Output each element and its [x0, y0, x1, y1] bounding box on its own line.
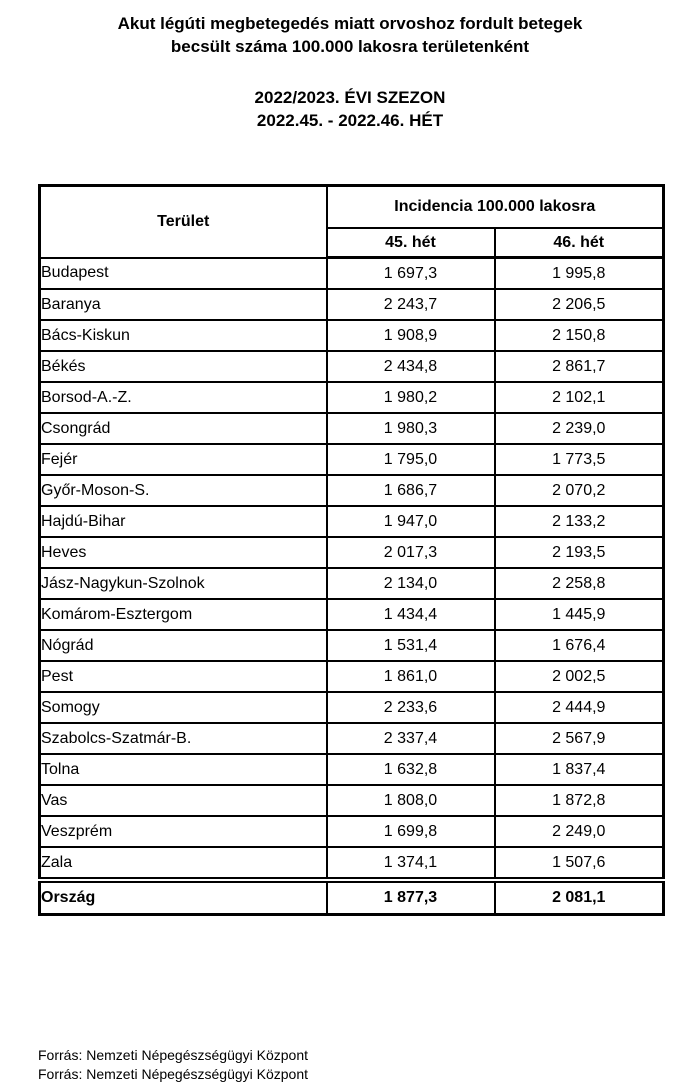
- week45-value-cell: 1 697,3: [327, 258, 495, 290]
- clipped-text-artifact: [38, 1066, 358, 1082]
- source-note: Forrás: Nemzeti Népegészségügyi Központ: [38, 1047, 309, 1063]
- total-week46-cell: 2 081,1: [495, 880, 664, 915]
- week45-value-cell: 1 374,1: [327, 847, 495, 880]
- week46-value-cell: 1 837,4: [495, 754, 664, 785]
- week46-value-cell: 2 193,5: [495, 537, 664, 568]
- table-row: [40, 537, 664, 568]
- week45-value-cell: 1 632,8: [327, 754, 495, 785]
- region-name-cell: Tolna: [40, 754, 327, 785]
- week46-value-cell: 2 567,9: [495, 723, 664, 754]
- table-row: [40, 289, 664, 320]
- week46-value-cell: 1 773,5: [495, 444, 664, 475]
- week45-value-cell: 1 947,0: [327, 506, 495, 537]
- table-row: [40, 754, 664, 785]
- col-header-terulet: Terület: [40, 186, 327, 258]
- total-name-cell: Ország: [40, 880, 327, 915]
- region-name-cell: Baranya: [40, 289, 327, 320]
- week46-value-cell: 1 507,6: [495, 847, 664, 880]
- region-name-cell: Hajdú-Bihar: [40, 506, 327, 537]
- region-name-cell: Veszprém: [40, 816, 327, 847]
- season-line: 2022/2023. ÉVI SZEZON: [254, 88, 446, 107]
- week45-value-cell: 2 017,3: [327, 537, 495, 568]
- week46-value-cell: 1 445,9: [495, 599, 664, 630]
- week45-value-cell: 1 699,8: [327, 816, 495, 847]
- table-row: [40, 320, 664, 351]
- week46-value-cell: 2 258,8: [495, 568, 664, 599]
- table-row: [40, 599, 664, 630]
- region-name-cell: Komárom-Esztergom: [40, 599, 327, 630]
- table-row: [40, 661, 664, 692]
- season-subtitle: [0, 86, 700, 132]
- table-row: [40, 258, 664, 290]
- region-name-cell: Zala: [40, 847, 327, 880]
- region-name-cell: Heves: [40, 537, 327, 568]
- week46-value-cell: 2 002,5: [495, 661, 664, 692]
- week46-value-cell: 2 070,2: [495, 475, 664, 506]
- week45-value-cell: 1 531,4: [327, 630, 495, 661]
- region-name-cell: Csongrád: [40, 413, 327, 444]
- incidence-table: [38, 184, 665, 916]
- week46-value-cell: 1 676,4: [495, 630, 664, 661]
- week46-value-cell: 2 239,0: [495, 413, 664, 444]
- week45-value-cell: 1 686,7: [327, 475, 495, 506]
- region-name-cell: Jász-Nagykun-Szolnok: [40, 568, 327, 599]
- week46-value-cell: 2 102,1: [495, 382, 664, 413]
- page-title: [0, 12, 700, 58]
- table-row: [40, 816, 664, 847]
- table-row: [40, 723, 664, 754]
- week45-value-cell: 2 337,4: [327, 723, 495, 754]
- region-name-cell: Fejér: [40, 444, 327, 475]
- week46-value-cell: 2 150,8: [495, 320, 664, 351]
- week45-value-cell: 2 243,7: [327, 289, 495, 320]
- region-name-cell: Somogy: [40, 692, 327, 723]
- col-header-week45: 45. hét: [327, 228, 495, 258]
- week45-value-cell: 2 434,8: [327, 351, 495, 382]
- week45-value-cell: 1 434,4: [327, 599, 495, 630]
- region-name-cell: Vas: [40, 785, 327, 816]
- table-header: [40, 186, 664, 258]
- region-name-cell: Pest: [40, 661, 327, 692]
- week46-value-cell: 2 133,2: [495, 506, 664, 537]
- week46-value-cell: 2 861,7: [495, 351, 664, 382]
- table-row: [40, 444, 664, 475]
- table-row: [40, 847, 664, 880]
- region-name-cell: Békés: [40, 351, 327, 382]
- week46-value-cell: 2 249,0: [495, 816, 664, 847]
- region-name-cell: Szabolcs-Szatmár-B.: [40, 723, 327, 754]
- table-row: [40, 785, 664, 816]
- weeks-line: 2022.45. - 2022.46. HÉT: [256, 111, 444, 130]
- page-title-line2: becsült száma 100.000 lakosra területenként: [170, 37, 530, 56]
- col-header-week46: 46. hét: [495, 228, 664, 258]
- table-row: [40, 506, 664, 537]
- week45-value-cell: 1 980,2: [327, 382, 495, 413]
- region-name-cell: Győr-Moson-S.: [40, 475, 327, 506]
- table-row: [40, 351, 664, 382]
- week46-value-cell: 2 444,9: [495, 692, 664, 723]
- week45-value-cell: 1 795,0: [327, 444, 495, 475]
- table-row: [40, 382, 664, 413]
- region-name-cell: Borsod-A.-Z.: [40, 382, 327, 413]
- region-name-cell: Bács-Kiskun: [40, 320, 327, 351]
- week45-value-cell: 1 861,0: [327, 661, 495, 692]
- header-row-group: [40, 186, 664, 229]
- clipped-text: Forrás: Nemzeti Népegészségügyi Központ: [38, 1066, 309, 1082]
- region-name-cell: Nógrád: [40, 630, 327, 661]
- week45-value-cell: 1 980,3: [327, 413, 495, 444]
- week45-value-cell: 2 233,6: [327, 692, 495, 723]
- week45-value-cell: 1 808,0: [327, 785, 495, 816]
- page-title-line1: Akut légúti megbetegedés miatt orvoshoz fordult betegek: [117, 14, 583, 33]
- total-row: [40, 880, 664, 915]
- table-footer: [40, 880, 664, 915]
- week46-value-cell: 2 206,5: [495, 289, 664, 320]
- region-name-cell: Budapest: [40, 258, 327, 290]
- total-week45-cell: 1 877,3: [327, 880, 495, 915]
- week45-value-cell: 1 908,9: [327, 320, 495, 351]
- col-header-incidencia: Incidencia 100.000 lakosra: [327, 186, 664, 229]
- week46-value-cell: 1 872,8: [495, 785, 664, 816]
- table-row: [40, 475, 664, 506]
- week46-value-cell: 1 995,8: [495, 258, 664, 290]
- table-row: [40, 630, 664, 661]
- table-row: [40, 413, 664, 444]
- week45-value-cell: 2 134,0: [327, 568, 495, 599]
- table-body: [40, 258, 664, 881]
- table-row: [40, 692, 664, 723]
- table-row: [40, 568, 664, 599]
